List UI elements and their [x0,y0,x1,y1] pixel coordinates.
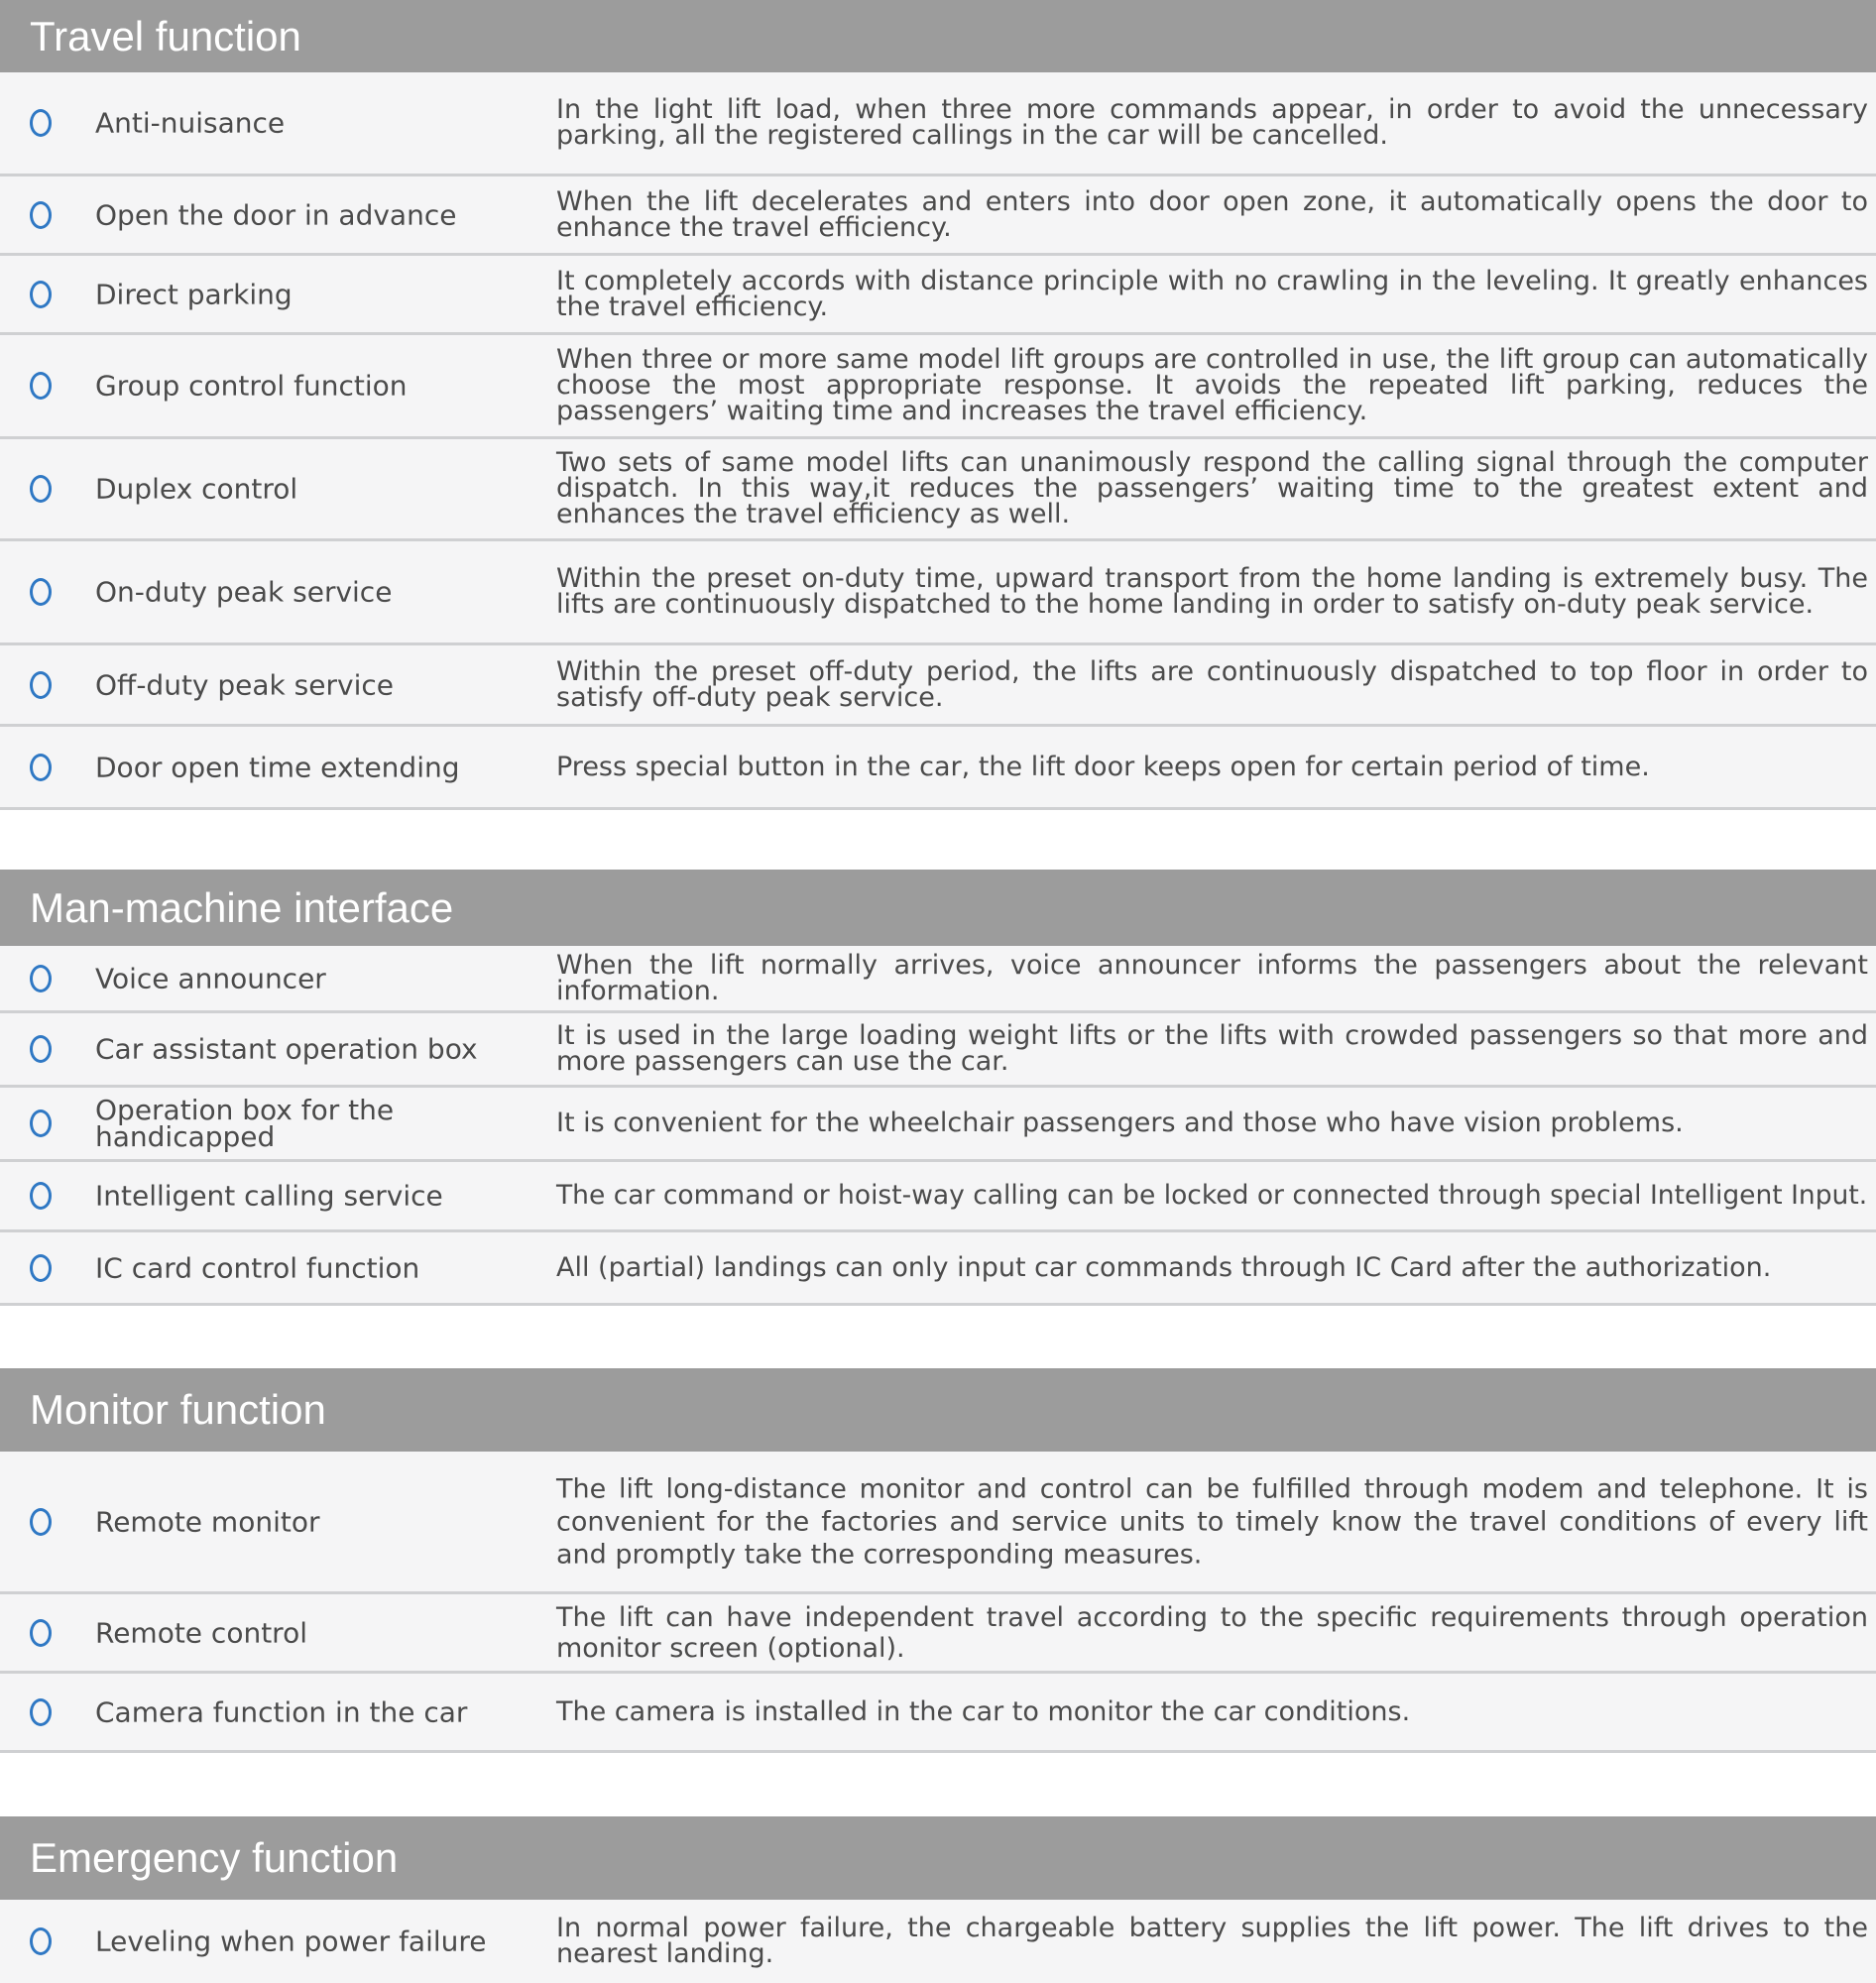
circle-bullet-icon [30,1109,52,1137]
circle-bullet-icon [30,1619,52,1647]
feature-row [0,256,1876,335]
feature-row [0,1232,1876,1306]
feature-name: Open the door in advance [95,198,457,231]
feature-row [0,1674,1876,1753]
feature-row [0,439,1876,541]
circle-bullet-icon [30,965,52,992]
feature-row [0,946,1876,1013]
circle-bullet-icon [30,671,52,699]
feature-row [0,1162,1876,1232]
feature-row [0,72,1876,176]
feature-description: All (partial) landings can only input car commands through IC Card after the authorization. [556,1251,1772,1283]
feature-row [0,727,1876,810]
feature-description: Two sets of same model lifts can unanimously respond the calling signal through the computer dispatch. In this way,it reduces the passengers’ waiting time to the greatest extent and enhances the travel efficiency as well. [556,447,1868,529]
section-header-travel [0,0,1876,72]
feature-row [0,1452,1876,1594]
feature-name: Duplex control [95,472,298,506]
section-title: Monitor function [30,1386,326,1433]
circle-bullet-icon [30,201,52,229]
feature-row [0,335,1876,439]
feature-name: Group control function [95,369,408,403]
feature-description: In normal power failure, the chargeable battery supplies the lift power. The lift drives to the nearest landing. [556,1913,1868,1969]
section-title: Emergency function [30,1834,399,1881]
feature-name: IC card control function [95,1251,420,1284]
feature-description: Within the preset on-duty time, upward transport from the home landing is extremely busy. The lifts are continuously dispatched to the home landing in order to satisfy on-duty peak service. [556,563,1868,620]
feature-row [0,645,1876,727]
feature-description: Press special button in the car, the lift door keeps open for certain period of time. [556,751,1650,782]
feature-description: The car command or hoist-way calling can be locked or connected through special Intelligent Input. [556,1180,1868,1211]
feature-description: When three or more same model lift groups are controlled in use, the lift group can automatically choose the most appropriate response. It avoids the repeated lift parking, reduces the passengers’ waiting time and increases the travel efficiency. [556,344,1868,426]
feature-description: It is convenient for the wheelchair passengers and those who have vision problems. [556,1108,1684,1138]
section-title: Travel function [30,12,301,59]
feature-name: Intelligent calling service [95,1179,443,1213]
circle-bullet-icon [30,1035,52,1063]
feature-description: The camera is installed in the car to monitor the car conditions. [556,1695,1411,1727]
feature-name: Car assistant operation box [95,1032,478,1066]
feature-name: Door open time extending [95,751,460,783]
feature-row [0,1594,1876,1674]
feature-row [0,1088,1876,1162]
feature-description: When the lift normally arrives, voice announcer informs the passengers about the relevant information. [556,949,1868,1006]
feature-name: Remote monitor [95,1505,320,1538]
feature-name: Operation box for the handicapped [95,1094,395,1153]
section-title: Man-machine interface [30,883,454,931]
feature-description: The lift can have independent travel according to the specific requirements through operation monitor screen (optional). [556,1601,1868,1664]
feature-name: Voice announcer [95,962,326,994]
circle-bullet-icon [30,1698,52,1726]
circle-bullet-icon [30,109,52,137]
section-header-man-machine [0,870,1876,946]
feature-name: Direct parking [95,278,293,310]
feature-description: In the light lift load, when three more commands appear, in order to avoid the unnecessary parking, all the registered callings in the car will be cancelled. [556,94,1868,151]
feature-row [0,1013,1876,1088]
circle-bullet-icon [30,372,52,400]
feature-description: It completely accords with distance principle with no crawling in the leveling. It greatly enhances the travel efficiency. [556,265,1868,322]
feature-row [0,541,1876,645]
feature-name: Off-duty peak service [95,668,394,701]
feature-name: Leveling when power failure [95,1925,487,1958]
circle-bullet-icon [30,1508,52,1536]
circle-bullet-icon [30,281,52,308]
circle-bullet-icon [30,1254,52,1282]
feature-description: The lift long-distance monitor and control can be fulfilled through modem and telephone. It is convenient for the factories and service units to timely know the travel conditions of every lift and promptly take the corresponding measures. [556,1473,1868,1570]
feature-name: Anti-nuisance [95,106,286,140]
circle-bullet-icon [30,754,52,781]
feature-description: Within the preset off-duty period, the lifts are continuously dispatched to top floor in order to satisfy off-duty peak service. [556,655,1868,713]
section-header-monitor [0,1368,1876,1452]
feature-row [0,1900,1876,1983]
circle-bullet-icon [30,475,52,503]
feature-description: It is used in the large loading weight lifts or the lifts with crowded passengers so that more and more passengers can use the car. [556,1020,1868,1077]
section-header-emergency [0,1816,1876,1900]
feature-row [0,176,1876,256]
circle-bullet-icon [30,1927,52,1955]
feature-name: Camera function in the car [95,1695,468,1728]
feature-name: Remote control [95,1616,307,1649]
circle-bullet-icon [30,578,52,606]
feature-description: When the lift decelerates and enters into door open zone, it automatically opens the door to enhance the travel efficiency. [556,185,1868,243]
circle-bullet-icon [30,1182,52,1210]
feature-name: On-duty peak service [95,575,393,609]
